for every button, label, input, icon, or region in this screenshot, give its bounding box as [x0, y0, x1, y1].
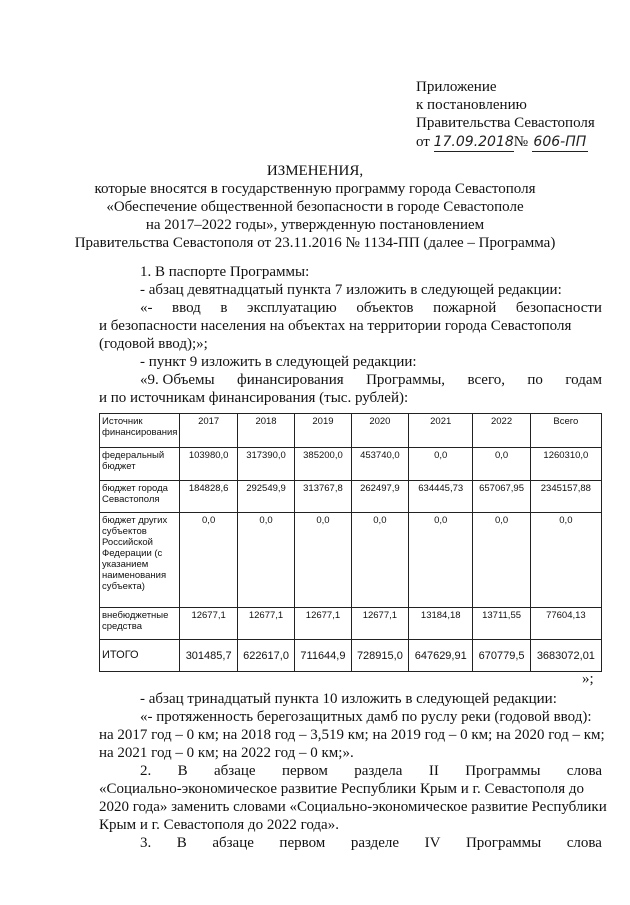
table-cell: 0,0 — [530, 513, 601, 608]
table-cell: 12677,1 — [295, 608, 351, 640]
word: Программы — [465, 835, 542, 851]
after-para-9 — [140, 834, 602, 852]
section-1-heading: 1. В паспорте Программы: — [140, 264, 310, 280]
row-source: внебюджетные средства — [100, 608, 180, 640]
table-cell: 12677,1 — [180, 608, 237, 640]
table-cell: 728915,0 — [351, 640, 408, 672]
appendix-date-line — [416, 133, 588, 152]
section-1-para-8: и по источникам финансирования (тыс. рублей): — [99, 390, 409, 406]
word: слова — [566, 835, 602, 851]
handwritten-number: 606-ПП — [533, 134, 587, 150]
word: 2. — [140, 763, 152, 779]
after-para-5 — [140, 762, 602, 780]
table-row — [100, 448, 602, 481]
title-line-4: Правительства Севастополя от 23.11.2016 № 1134-ПП (далее – Программа) — [74, 235, 556, 251]
financing-table — [99, 413, 602, 672]
word: разделе — [350, 835, 400, 851]
row-source: ИТОГО — [100, 640, 180, 672]
table-closing-quote: »; — [582, 671, 594, 687]
word: абзаце — [212, 835, 254, 851]
table-cell: 622617,0 — [237, 640, 294, 672]
word: слова — [566, 763, 602, 779]
header-cell: 2018 — [237, 414, 294, 448]
word: пожарной — [433, 300, 497, 316]
date-prefix: от — [416, 134, 430, 150]
word: «- — [140, 300, 153, 316]
table-cell: 0,0 — [180, 513, 237, 608]
header-cell: Всего — [530, 414, 601, 448]
word: финансирования — [237, 372, 344, 388]
word: ввод — [172, 300, 201, 316]
header-cell: 2017 — [180, 414, 237, 448]
table-cell: 0,0 — [473, 513, 530, 608]
title-line-1: которые вносятся в государственную программу города Севастополя — [94, 181, 536, 197]
title-line-3: на 2017–2022 годы», утвержденную постановлением — [145, 217, 485, 233]
section-1-para-5: (годовой ввод);»; — [99, 336, 208, 352]
appendix-line-2: к постановлению — [416, 97, 527, 113]
table-cell: 0,0 — [409, 513, 473, 608]
table-cell: 317390,0 — [237, 448, 294, 481]
word: первом — [281, 763, 328, 779]
word: объектов — [356, 300, 414, 316]
table-cell: 184828,6 — [180, 481, 237, 513]
number-prefix: № — [513, 134, 529, 150]
appendix-line-3: Правительства Севастополя — [416, 115, 595, 131]
table-row — [100, 608, 602, 640]
table-cell: 0,0 — [473, 448, 530, 481]
word: IV — [424, 835, 441, 851]
after-para-8: Крым и г. Севастополя до 2022 года». — [99, 817, 339, 833]
word: эксплуатацию — [247, 300, 337, 316]
table-cell: 711644,9 — [295, 640, 351, 672]
table-cell: 2345157,88 — [530, 481, 601, 513]
table-header-row — [100, 414, 602, 448]
section-1-para-7 — [140, 371, 602, 389]
after-para-1: - абзац тринадцатый пункта 10 изложить в следующей редакции: — [140, 691, 557, 707]
handwritten-date: 17.09.2018 — [433, 134, 514, 150]
word: абзаце — [214, 763, 256, 779]
after-para-3: на 2017 год – 0 км; на 2018 год – 3,519 км; на 2019 год – 0 км; на 2020 год – км; — [99, 727, 605, 743]
word: первом — [279, 835, 326, 851]
after-para-2: «- протяженность берегозащитных дамб по руслу реки (годовой ввод): — [140, 709, 592, 725]
row-source: бюджет других субъектов Российской Федерации (с указанием наименования субъекта) — [100, 513, 180, 608]
table-cell: 13711,55 — [473, 608, 530, 640]
title-line-2: «Обеспечение общественной безопасности в городе Севастополе — [106, 199, 524, 215]
word: безопасности — [515, 300, 602, 316]
word: всего, — [467, 372, 505, 388]
after-para-7: 2020 года» заменить словами «Социально-экономическое развитие Республики — [99, 799, 607, 815]
section-1-para-6: - пункт 9 изложить в следующей редакции: — [140, 354, 417, 370]
header-cell: Источник финансирования — [100, 414, 180, 448]
table-total-row — [100, 640, 602, 672]
table-cell: 670779,5 — [473, 640, 530, 672]
word: «9. Объемы — [140, 372, 215, 388]
table-cell: 657067,95 — [473, 481, 530, 513]
word: 3. — [140, 835, 152, 851]
section-1-para-3 — [140, 299, 602, 317]
table-cell: 0,0 — [351, 513, 408, 608]
word: В — [177, 763, 188, 779]
word: годам — [565, 372, 602, 388]
word: по — [527, 372, 543, 388]
table-cell: 12677,1 — [237, 608, 294, 640]
table-cell: 0,0 — [295, 513, 351, 608]
section-1-para-4: и безопасности населения на объектах на территории города Севастополя — [99, 318, 572, 334]
table-cell: 292549,9 — [237, 481, 294, 513]
table-cell: 12677,1 — [351, 608, 408, 640]
table-cell: 301485,7 — [180, 640, 237, 672]
table-cell: 103980,0 — [180, 448, 237, 481]
table-cell: 0,0 — [409, 448, 473, 481]
table-cell: 3683072,01 — [530, 640, 601, 672]
word: Программы — [465, 763, 541, 779]
word: II — [428, 763, 439, 779]
table-cell: 634445,73 — [409, 481, 473, 513]
appendix-line-1: Приложение — [416, 79, 497, 95]
word: в — [220, 300, 228, 316]
header-cell: 2020 — [351, 414, 408, 448]
header-cell: 2019 — [295, 414, 351, 448]
header-cell: 2021 — [409, 414, 473, 448]
section-1-para-2: - абзац девятнадцатый пункта 7 изложить в следующей редакции: — [140, 282, 562, 298]
after-para-6: «Социально-экономическое развитие Республики Крым и г. Севастополя до — [99, 781, 585, 797]
after-para-4: на 2021 год – 0 км; на 2022 год – 0 км;». — [99, 745, 354, 761]
row-source: бюджет города Севастополя — [100, 481, 180, 513]
document-heading: ИЗМЕНЕНИЯ, — [266, 163, 364, 179]
row-source: федеральный бюджет — [100, 448, 180, 481]
table-cell: 262497,9 — [351, 481, 408, 513]
word: В — [176, 835, 187, 851]
table-cell: 453740,0 — [351, 448, 408, 481]
word: Программы, — [366, 372, 446, 388]
table-cell: 1260310,0 — [530, 448, 601, 481]
table-cell: 77604,13 — [530, 608, 601, 640]
word: раздела — [354, 763, 403, 779]
table-cell: 0,0 — [237, 513, 294, 608]
table-row — [100, 481, 602, 513]
header-cell: 2022 — [473, 414, 530, 448]
table-cell: 13184,18 — [409, 608, 473, 640]
table-cell: 313767,8 — [295, 481, 351, 513]
table-cell: 647629,91 — [409, 640, 473, 672]
table-row — [100, 513, 602, 608]
table-cell: 385200,0 — [295, 448, 351, 481]
